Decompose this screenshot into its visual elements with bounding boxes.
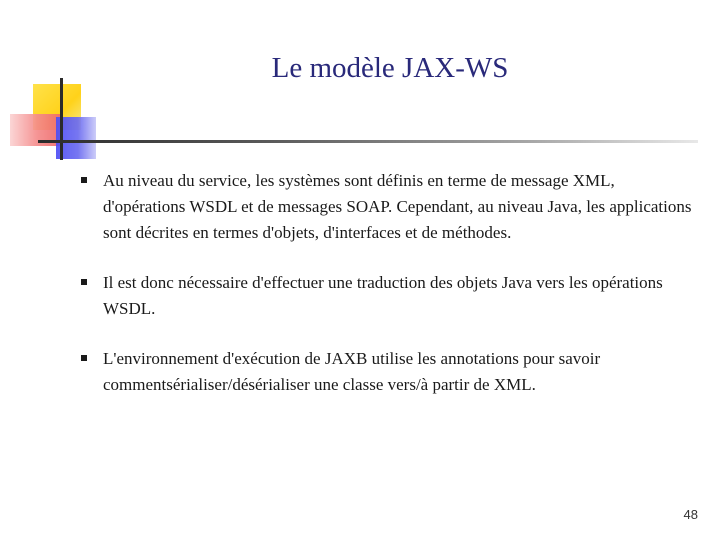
bullet-item [78,346,693,398]
logo-vertical-line [60,78,63,160]
slide-title: Le modèle JAX-WS [271,52,509,84]
title-underline [38,140,698,143]
bullet-item [78,168,693,246]
bullet-square-icon [81,355,87,361]
bullet-text: Il est donc nécessaire d'effectuer une traduction des objets Java vers les opérations WSDL. [103,273,663,318]
bullet-item [78,270,693,322]
bullet-square-icon [81,279,87,285]
page-number: 48 [683,507,698,522]
bullet-square-icon [81,177,87,183]
bullet-text: L'environnement d'exécution de JAXB utilise les annotations pour savoir commentsérialiser/désérialiser une classe vers/à partir de XML. [103,349,601,394]
bullet-text: Au niveau du service, les systèmes sont définis en terme de message XML, d'opérations WSDL et de messages SOAP. Cependant, au niveau Java, les applications sont décrites en termes d'objets, d'interfaces et de méthodes. [103,171,692,242]
bullet-list [78,168,693,422]
